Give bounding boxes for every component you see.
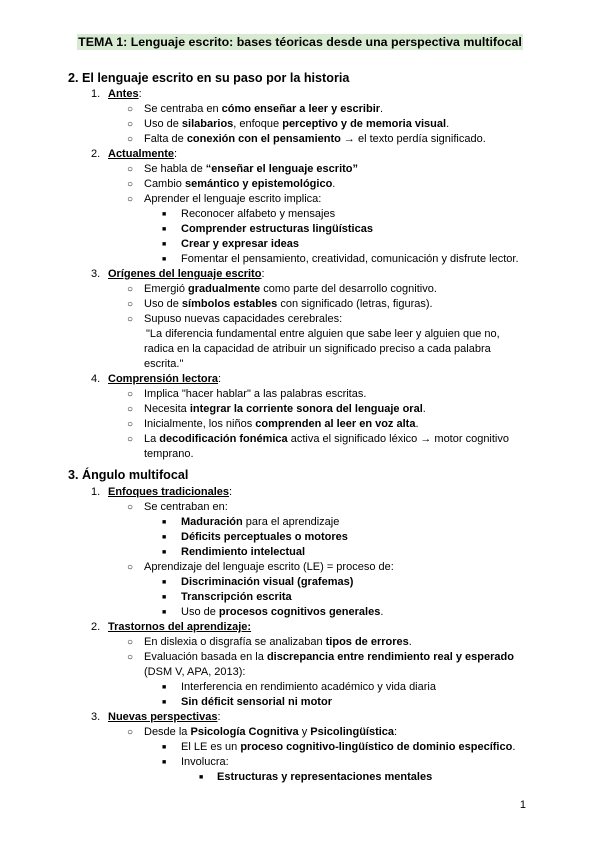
document-title: TEMA 1: Lenguaje escrito: bases téoricas desde una perspectiva multifocal: [78, 35, 522, 49]
document-page: TEMA 1: Lenguaje escrito: bases téoricas desde una perspectiva multifocal 2. El lenguaje escrito en su paso por la historia 1. Antes: ○ Se centraba en cómo enseñar a leer y escribir. ○ Uso de silabarios, enfoque perceptivo y de memoria visual. ○ Falta de conexión con el pensamiento → el texto perdía significado. 2. Actualmente: ○ Se habla de “enseñar el lenguaje escrito” ○ Cambio semántico y epistemológico. ○ Aprender el lenguaje escrito implica: ■ Reconocer alfabeto y mensajes ■ Comprender estructuras lingüísticas ■ Crear y expresar ideas ■ Fomentar el pensamiento, creatividad, comunicación y disfrute lector. 3. Orígenes del lenguaje escrito: ○ Emergió gradualmente como parte del desarrollo cognitivo. ○ Uso de símbolos estables con significado (letras, figuras). ○ Supuso nuevas capacidades cerebrales: "La diferencia fundamental entre alguien que sabe leer y alguien que no, radica en la capacidad de atribuir un significado preciso a cada palabra escrita." 4. Comprensión lectora: ○ Implica "hacer hablar" a las palabras escritas. ○ Necesita integrar la corriente sonora del lenguaje oral. ○ Inicialmente, los niños comprenden al leer en voz alta. ○ La decodificación fonémica activa el significado léxico → motor cognitivo temprano. 3. Ángulo multifocal 1. Enfoques tradicionales: ○ Se centraban en: ■ Maduración para el aprendizaje ■ Déficits perceptuales o motores ■ Rendimiento intelectual ○ Aprendizaje del lenguaje escrito (LE) = proceso de: ■ Discriminación visual (grafemas) ■ Transcripción escrita ■ Uso de procesos cognitivos generales. 2. Trastornos del aprendizaje: ○ En dislexia o disgrafía se analizaban tipos de errores. ○ Evaluación basada en la discrepancia entre rendimiento real y esperado (DSM V, APA, 2013): ■ Interferencia en rendimiento académico y vida diaria ■ Sin déficit sensorial ni motor 3. Nuevas perspectivas: ○ Desde la Psicología Cognitiva y Psicolingüística: ■ El LE es un proceso cognitivo-lingüístico de dominio específico. ■ Involucra: ■ Estructuras y representaciones mentales 1: [0, 0, 600, 848]
section-3-heading: 3. Ángulo multifocal: [68, 468, 189, 482]
quote-line: escrita.": [144, 358, 184, 370]
section-2-heading: 2. El lenguaje escrito en su paso por la historia: [68, 71, 350, 85]
quote-line: "La diferencia fundamental entre alguien que sabe leer y alguien que no,: [146, 328, 500, 340]
list-item-continuation: temprano.: [144, 448, 194, 460]
list-item-continuation: (DSM V, APA, 2013):: [144, 666, 246, 678]
page-number: 1: [519, 799, 526, 811]
quote-line: radica en la capacidad de atribuir un significado preciso a cada palabra: [144, 343, 491, 355]
